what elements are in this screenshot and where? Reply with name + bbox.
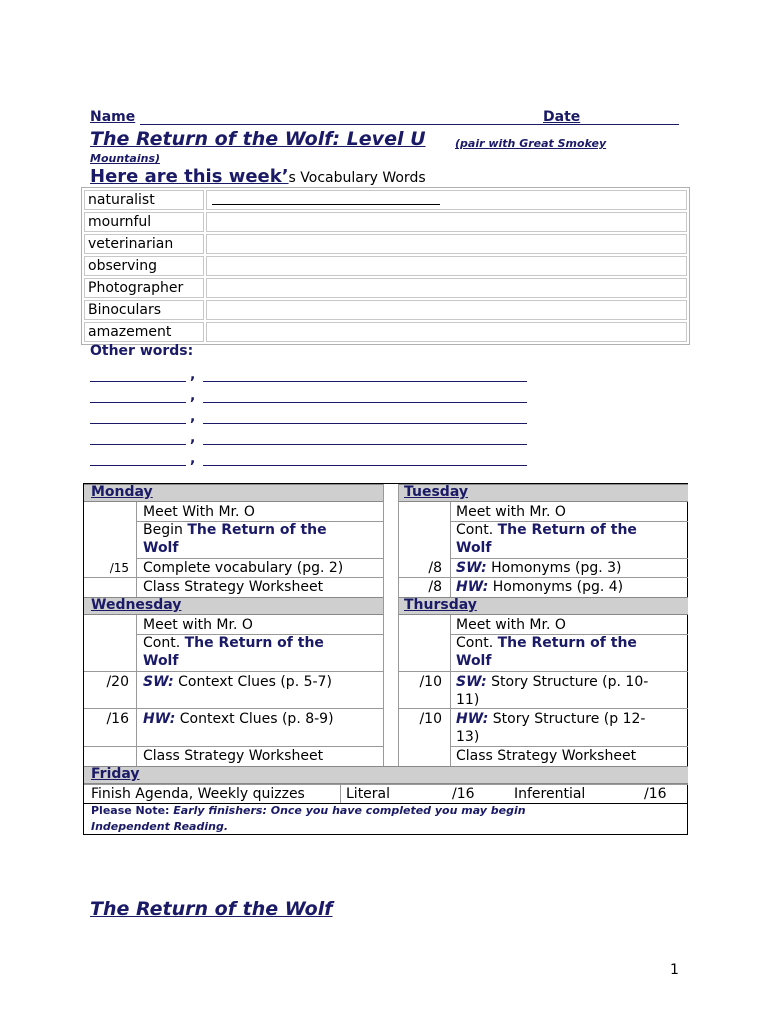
vocab-definition-cell[interactable] xyxy=(206,256,687,276)
book-title: The Return of the xyxy=(187,522,327,538)
friday-label: Friday xyxy=(91,766,140,782)
task-text: Context Clues (p. 5-7) xyxy=(173,674,332,690)
comma: , xyxy=(190,388,196,404)
wednesday-task: Meet with Mr. O xyxy=(143,617,253,633)
other-words-label: Other words: xyxy=(90,343,194,359)
monday-task: Complete vocabulary (pg. 2) xyxy=(143,560,344,576)
book-title: The Return of the xyxy=(184,635,324,651)
thursday-task: Meet with Mr. O xyxy=(456,617,566,633)
task-text: Homonyms (pg. 4) xyxy=(488,579,624,595)
definition-blank xyxy=(212,192,440,205)
vocab-row xyxy=(84,300,687,320)
pair-note-continued: Mountains) xyxy=(90,152,161,165)
divider xyxy=(450,502,451,597)
date-label: Date xyxy=(543,109,581,125)
score: /8 xyxy=(428,560,442,576)
divider xyxy=(84,671,383,672)
divider xyxy=(84,708,383,709)
comma: , xyxy=(190,409,196,425)
book-title: The Return of the xyxy=(497,522,637,538)
comma: , xyxy=(190,367,196,383)
name-label: Name xyxy=(90,109,136,125)
thursday-task xyxy=(456,673,648,709)
book-title: Wolf xyxy=(143,540,179,556)
book-title: The Return of the xyxy=(497,635,637,651)
task-prefix: SW: xyxy=(456,560,487,576)
vocab-word: Photographer xyxy=(84,278,204,298)
score: /10 xyxy=(419,674,442,690)
book-title: Wolf xyxy=(456,540,492,556)
vocabulary-heading-rest: s Vocabulary Words xyxy=(288,170,426,186)
tuesday-task xyxy=(456,578,623,596)
score: /8 xyxy=(428,579,442,595)
word-blank xyxy=(90,465,186,466)
vocab-definition-cell[interactable] xyxy=(206,190,687,210)
book-title: Wolf xyxy=(143,653,179,669)
task-prefix: SW: xyxy=(456,674,487,690)
divider xyxy=(136,615,137,766)
tuesday-task xyxy=(456,559,622,577)
divider xyxy=(136,502,137,597)
date-blank xyxy=(590,124,679,125)
monday-task: Meet With Mr. O xyxy=(143,504,255,520)
wednesday-task xyxy=(143,634,324,670)
task-text: Cont. xyxy=(143,635,185,651)
vocabulary-heading xyxy=(90,166,426,187)
task-text: 11) xyxy=(456,692,480,708)
word-blank xyxy=(90,402,186,403)
weekly-schedule xyxy=(83,483,688,835)
task-text: Cont. xyxy=(456,522,498,538)
word-blank xyxy=(90,381,186,382)
page-title: The Return of the Wolf: Level U xyxy=(90,128,426,150)
task-prefix: HW: xyxy=(143,711,176,727)
meaning-blank xyxy=(203,465,527,466)
comma: , xyxy=(190,430,196,446)
wednesday-label: Wednesday xyxy=(91,597,182,613)
vocabulary-heading-bold: Here are this week’ xyxy=(90,166,289,187)
monday-label: Monday xyxy=(91,484,153,500)
page-number: 1 xyxy=(670,962,679,978)
monday-task: Class Strategy Worksheet xyxy=(143,579,324,595)
note-label: Please Note: xyxy=(91,804,170,817)
tuesday-label: Tuesday xyxy=(404,484,468,500)
vocab-word: amazement xyxy=(84,322,204,342)
vocab-definition-cell[interactable] xyxy=(206,278,687,298)
please-note xyxy=(91,803,526,835)
task-prefix: SW: xyxy=(143,674,174,690)
thursday-label: Thursday xyxy=(404,597,477,613)
task-text: 13) xyxy=(456,729,480,745)
vocab-row xyxy=(84,278,687,298)
divider xyxy=(383,484,384,766)
friday-agenda: Finish Agenda, Weekly quizzes xyxy=(91,786,305,802)
meaning-blank xyxy=(203,402,527,403)
vocab-row xyxy=(84,234,687,254)
word-blank xyxy=(90,444,186,445)
note-text: Early finishers: Once you have completed you may begin xyxy=(173,804,526,817)
inferential-score: /16 xyxy=(644,786,667,802)
task-prefix: HW: xyxy=(456,579,489,595)
tuesday-task xyxy=(456,521,637,557)
friday-header xyxy=(84,766,688,784)
score: /15 xyxy=(109,561,129,575)
vocab-definition-cell[interactable] xyxy=(206,212,687,232)
wednesday-task xyxy=(143,673,332,691)
vocab-definition-cell[interactable] xyxy=(206,234,687,254)
section-title: The Return of the Wolf xyxy=(90,898,333,920)
thursday-task xyxy=(456,710,645,746)
vocab-word: mournful xyxy=(84,212,204,232)
divider xyxy=(340,784,341,803)
task-prefix: HW: xyxy=(456,711,489,727)
score: /16 xyxy=(106,711,129,727)
task-text: Cont. xyxy=(456,635,498,651)
divider xyxy=(398,671,688,672)
thursday-task: Class Strategy Worksheet xyxy=(456,748,637,764)
literal-quiz: Literal xyxy=(346,786,391,802)
task-text: Homonyms (pg. 3) xyxy=(486,560,622,576)
vocab-definition-cell[interactable] xyxy=(206,300,687,320)
meaning-blank xyxy=(203,444,527,445)
meaning-blank xyxy=(203,423,527,424)
divider xyxy=(450,615,451,766)
score: /10 xyxy=(419,711,442,727)
book-title: Wolf xyxy=(456,653,492,669)
vocab-word: observing xyxy=(84,256,204,276)
vocab-row xyxy=(84,322,687,342)
note-text: Independent Reading. xyxy=(91,820,229,833)
vocab-row xyxy=(84,212,687,232)
vocab-row xyxy=(84,256,687,276)
thursday-task xyxy=(456,634,637,670)
wednesday-task xyxy=(143,710,334,728)
vocab-word: Binoculars xyxy=(84,300,204,320)
task-text: Begin xyxy=(143,522,188,538)
pair-note: (pair with Great Smokey xyxy=(455,137,607,150)
tuesday-task: Meet with Mr. O xyxy=(456,504,566,520)
score: /20 xyxy=(106,674,129,690)
vocabulary-table xyxy=(81,187,690,345)
monday-task xyxy=(143,521,327,557)
meaning-blank xyxy=(203,381,527,382)
vocab-definition-cell[interactable] xyxy=(206,322,687,342)
vocab-row xyxy=(84,190,687,210)
task-text: Context Clues (p. 8-9) xyxy=(175,711,334,727)
task-text: Story Structure (p 12- xyxy=(488,711,646,727)
literal-score: /16 xyxy=(452,786,475,802)
vocab-word: veterinarian xyxy=(84,234,204,254)
inferential-quiz: Inferential xyxy=(514,786,586,802)
comma: , xyxy=(190,451,196,467)
wednesday-task: Class Strategy Worksheet xyxy=(143,748,324,764)
vocab-word: naturalist xyxy=(84,190,204,210)
task-text: Story Structure (p. 10- xyxy=(486,674,649,690)
word-blank xyxy=(90,423,186,424)
